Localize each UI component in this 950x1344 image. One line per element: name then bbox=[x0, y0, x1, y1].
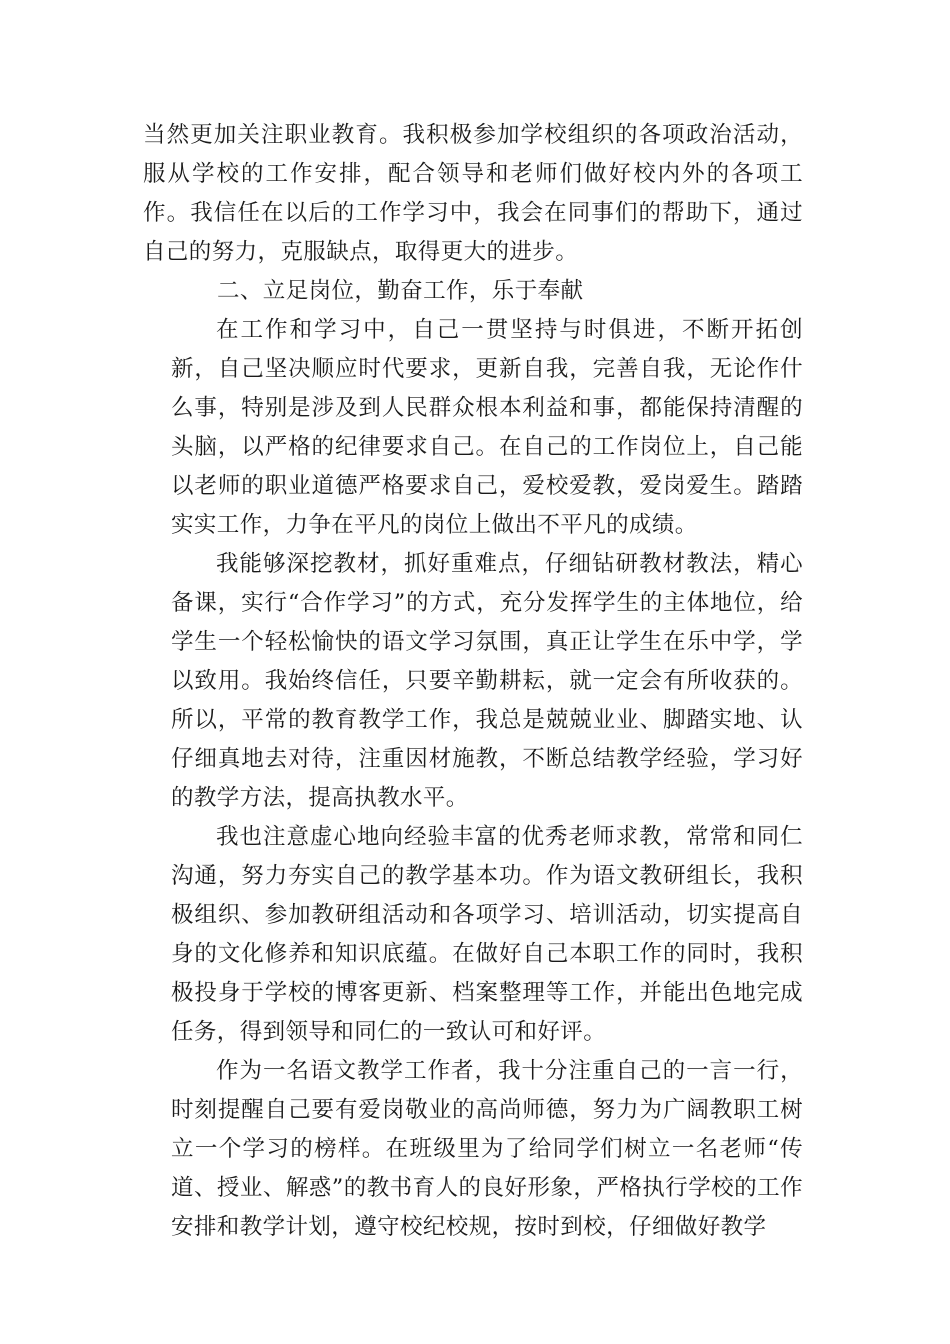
section-heading: 二、立足岗位，勤奋工作，乐于奉献 bbox=[217, 278, 584, 304]
paragraph-4: 作为一名语文教学工作者，我十分注重自己的一言一行，时刻提醒自己要有爱岗敬业的高尚师德，努力为广阔教职工树立一个学习的榜样。在班级里为了给同学们树立一名老师“传道、授业、解惑”的教书育人的良好形象，严格执行学校的工作安排和教学计划，遵守校纪校规，按时到校，仔细做好教学 bbox=[171, 1058, 803, 1240]
document-body bbox=[143, 116, 803, 1247]
paragraph-3: 我也注意虚心地向经验丰富的优秀老师求教，常常和同仁沟通，努力夯实自己的教学基本功。作为语文教研组长，我积极组织、参加教研组活动和各项学习、培训活动，切实提高自身的文化修养和知识底蕴。在做好自己本职工作的同时，我积极投身于学校的博客更新、档案整理等工作，并能出色地完成任务，得到领导和同仁的一致认可和好评。 bbox=[171, 824, 803, 1045]
paragraph-2: 我能够深挖教材，抓好重难点，仔细钻研教材教法，精心备课，实行“合作学习”的方式，充分发挥学生的主体地位，给学生一个轻松愉快的语文学习氛围，真正让学生在乐中学，学以致用。我始终信任，只要辛勤耕耘，就一定会有所收获的。所以，平常的教育教学工作，我总是兢兢业业、脚踏实地、认仔细真地去对待，注重因材施教，不断总结教学经验，学习好的教学方法，提高执教水平。 bbox=[171, 551, 803, 811]
paragraph-continuation: 当然更加关注职业教育。我积极参加学校组织的各项政治活动，服从学校的工作安排，配合领导和老师们做好校内外的各项工作。我信任在以后的工作学习中，我会在同事们的帮助下，通过自己的努力，克服缺点，取得更大的进步。 bbox=[143, 122, 803, 265]
paragraph-1: 在工作和学习中，自己一贯坚持与时俱进，不断开拓创新，自己坚决顺应时代要求，更新自我，完善自我，无论作什么事，特别是涉及到人民群众根本利益和事，都能保持清醒的头脑，以严格的纪律要求自己。在自己的工作岗位上，自己能以老师的职业道德严格要求自己，爱校爱教，爱岗爱生。踏踏实实工作，力争在平凡的岗位上做出不平凡的成绩。 bbox=[171, 317, 803, 538]
